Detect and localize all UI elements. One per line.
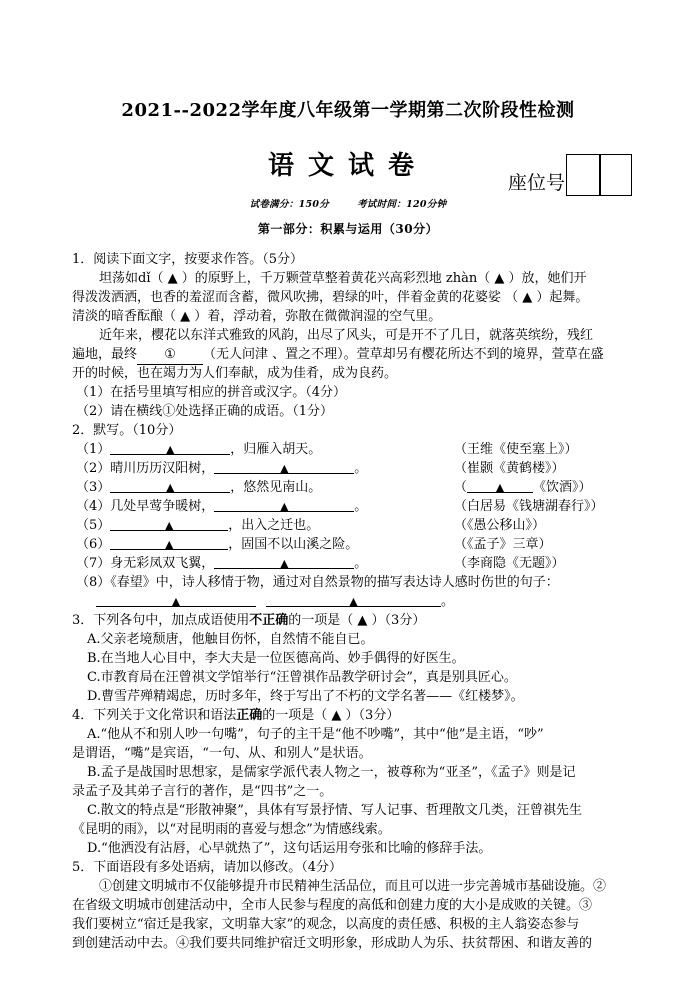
answer-blank: ▲ bbox=[214, 554, 354, 569]
q1-para2-line1: 近年来，樱花以东洋式雅致的风韵，出尽了风头，可是开不了几日，就落英缤纷，残红 bbox=[99, 328, 594, 343]
q1-para1-line1: 坦荡如dǐ（ ▲ ）的原野上，千万颗萱草整着黄花兴高彩烈地 zhàn（ ▲ ）放，她们开 bbox=[99, 271, 587, 286]
q4-option-a-line2: 是谓语，“嘴”是宾语，“一句、从、和别人”是状语。 bbox=[72, 746, 372, 761]
q1-para2-line2 bbox=[72, 345, 604, 365]
q2-row-8-blanks bbox=[96, 592, 454, 611]
q3-option-a: A.父亲老境颓唐，他触目伤怀，自然情不能自已。 bbox=[87, 632, 374, 647]
q4-title-text: 的一项是（ ▲ ）（3分） bbox=[262, 708, 400, 723]
q2-row-8: （8）《春望》中，诗人移情于物，通过对自然景物的描写表达诗人感时伤世的句子： bbox=[76, 575, 559, 590]
seat-box-divider bbox=[599, 155, 601, 195]
row-num: （4） bbox=[76, 499, 111, 514]
row-num: （5） bbox=[76, 518, 111, 533]
q4-option-c-line1: C.散文的特点是“形散神聚”，具体有写景抒情、写人记事、哲理散文几类，汪曾祺先生 bbox=[87, 803, 582, 818]
q4-option-a-line1: A.“他从不和别人吵一句嘴”，句子的主干是“他不吵嘴”，其中“他”是主语，“吵” bbox=[87, 727, 544, 742]
answer-blank: ▲ bbox=[96, 592, 256, 607]
poem-text: 身无彩凤双飞翼， bbox=[110, 556, 215, 571]
row-num: （7） bbox=[76, 556, 111, 571]
subject-title: 语文试卷 bbox=[267, 151, 428, 181]
q4-title-text: 4．下列关于文化常识和语法 bbox=[72, 708, 237, 723]
answer-blank: ▲ bbox=[110, 478, 230, 493]
q2-row-2 bbox=[76, 459, 367, 478]
q3-title-text: 的一项是（ ▲ ）（3分） bbox=[288, 613, 426, 628]
poem-text: 。 bbox=[354, 556, 368, 571]
q3-option-d: D.曹雪芹殚精竭虑，历时多年，终于写出了不朽的文学名著——《红楼梦》。 bbox=[87, 689, 524, 704]
q5-line1: ①创建文明城市不仅能够提升市民精神生活品位，而且可以进一步完善城市基础设施。② bbox=[99, 879, 607, 894]
poem-text: ，出入之迁也。 bbox=[228, 518, 320, 533]
q2-row-1 bbox=[76, 440, 321, 459]
q5-line4: 到创建活动中去。④我们要共同维护宿迁文明形象，形成助人为乐、扶贫帮困、和谐友善的 bbox=[72, 936, 593, 951]
poem-text: 几处早莺争暖树， bbox=[110, 499, 215, 514]
source-text: 《饮酒》） bbox=[533, 480, 592, 495]
q4-option-c-line2: 《昆明的雨》，以“对昆明雨的喜爱与想念”为情感线索。 bbox=[72, 822, 391, 837]
seat-label: 座位号 bbox=[508, 172, 566, 194]
q1-title: 1．阅读下面文字，按要求作答。（5分） bbox=[72, 252, 304, 267]
q1-para1-line2: 得泼泼洒洒，也香的羞涩而含蓄，微风吹拂，碧绿的叶，伴着金黄的花婆娑 （ ▲ ）起舞。 bbox=[72, 290, 589, 305]
q4-option-b-line2: 录孟子及其弟子言行的著作，是“四书”之一。 bbox=[72, 784, 333, 799]
q2-source-5: （《愚公移山》） bbox=[454, 518, 546, 533]
q4-option-d: D.“他洒没有沾唇，心早就热了”，这句话运用夸张和比喻的修辞手法。 bbox=[87, 841, 492, 856]
q2-source-4: （白居易《钱塘湖春行》） bbox=[454, 499, 604, 514]
row-num: （3） bbox=[76, 480, 111, 495]
poem-text: ，固国不以山溪之险。 bbox=[228, 537, 359, 552]
q4-option-b-line1: B.孟子是战国时思想家，是儒家学派代表人物之一，被尊称为“亚圣”，《孟子》则是记 bbox=[87, 765, 576, 780]
seat-number-box bbox=[566, 154, 632, 196]
exam-title: 2021--2022学年度八年级第一学期第二次阶段性检测 bbox=[121, 100, 575, 121]
poem-text: ，悠然见南山。 bbox=[230, 480, 322, 495]
q2-source-3: （ ▲ 《饮酒》） bbox=[454, 480, 592, 495]
q3-title-text: 3．下列各句中，加点成语使用 bbox=[72, 613, 250, 628]
q4-title bbox=[72, 706, 399, 725]
answer-blank: ▲ bbox=[110, 440, 230, 455]
answer-blank: ▲ bbox=[214, 459, 354, 474]
q2-row-7 bbox=[76, 554, 367, 573]
q2-row-3 bbox=[76, 478, 321, 497]
q3-title-emphasis: 不正确 bbox=[249, 613, 289, 628]
q1-text: 遍地，最终 bbox=[72, 347, 138, 362]
q2-row-6 bbox=[76, 535, 358, 554]
q1-text: （无人问津 、置之不理）。萱草却另有樱花所达不到的境界，萱草在盛 bbox=[203, 347, 604, 362]
q5-line3: 我们要树立“宿迁是我家，文明靠大家”的观念，以高度的责任感、积极的主人翁姿态参与 bbox=[72, 917, 580, 932]
answer-blank: ▲ bbox=[266, 592, 441, 607]
q4-title-emphasis: 正确 bbox=[236, 708, 263, 723]
answer-blank: ▲ bbox=[110, 516, 228, 531]
q1-sub2: （2）请在横线①处选择正确的成语。（1分） bbox=[76, 404, 334, 419]
q3-option-c: C.市教育局在汪曾祺文学馆举行“汪曾祺作品教学研讨会”，真是别具匠心。 bbox=[87, 670, 517, 685]
q2-source-7: （李商隐《无题》） bbox=[454, 556, 565, 571]
q1-blank-1: ① bbox=[137, 345, 203, 365]
answer-blank: ▲ bbox=[110, 535, 228, 550]
q2-source-2: （崔颢《黄鹤楼》） bbox=[454, 461, 565, 476]
answer-blank: ▲ bbox=[214, 497, 354, 512]
exam-time: 考试时间：120分钟 bbox=[357, 199, 447, 210]
poem-text: ，归雁入胡天。 bbox=[230, 442, 322, 457]
punctuation: 。 bbox=[441, 594, 455, 609]
q1-sub1: （1）在括号里填写相应的拼音或汉字。（4分） bbox=[76, 385, 347, 400]
row-num: （6） bbox=[76, 537, 111, 552]
row-num: （1） bbox=[76, 442, 111, 457]
row-num: （2） bbox=[76, 461, 111, 476]
exam-meta bbox=[0, 196, 696, 210]
q2-source-1: （王维《使至塞上》） bbox=[454, 442, 578, 457]
q3-option-b: B.在当地人心目中，李大夫是一位医德高尚、妙手偶得的好医生。 bbox=[87, 651, 465, 666]
q2-title: 2．默写。（10分） bbox=[72, 423, 182, 438]
poem-text: 晴川历历汉阳树， bbox=[110, 461, 215, 476]
answer-blank: ▲ bbox=[467, 478, 533, 493]
q2-row-5 bbox=[76, 516, 319, 535]
part-one-heading: 第一部分：积累与运用（30分） bbox=[257, 222, 439, 236]
q3-title bbox=[72, 611, 425, 630]
poem-text: 。 bbox=[354, 461, 368, 476]
q1-para1-line3: 清淡的暗香酝酿（ ▲ ）着，浮动着，弥散在微微润湿的空气里。 bbox=[72, 309, 442, 324]
q1-para2-line3: 开的时候，也在竭力为人们奉献，成为佳肴，成为良药。 bbox=[72, 366, 398, 381]
q5-line2: 在省级文明城市创建活动中，全市人民参与程度的高低和创建力度的大小是成败的关键。③ bbox=[72, 898, 593, 913]
poem-text: 。 bbox=[354, 499, 368, 514]
q5-title: 5．下面语段有多处语病，请加以修改。（4分） bbox=[72, 860, 343, 875]
q2-source-6: （《孟子》三章） bbox=[454, 537, 552, 552]
q2-row-4 bbox=[76, 497, 367, 516]
full-score: 试卷满分：150分 bbox=[249, 199, 330, 210]
